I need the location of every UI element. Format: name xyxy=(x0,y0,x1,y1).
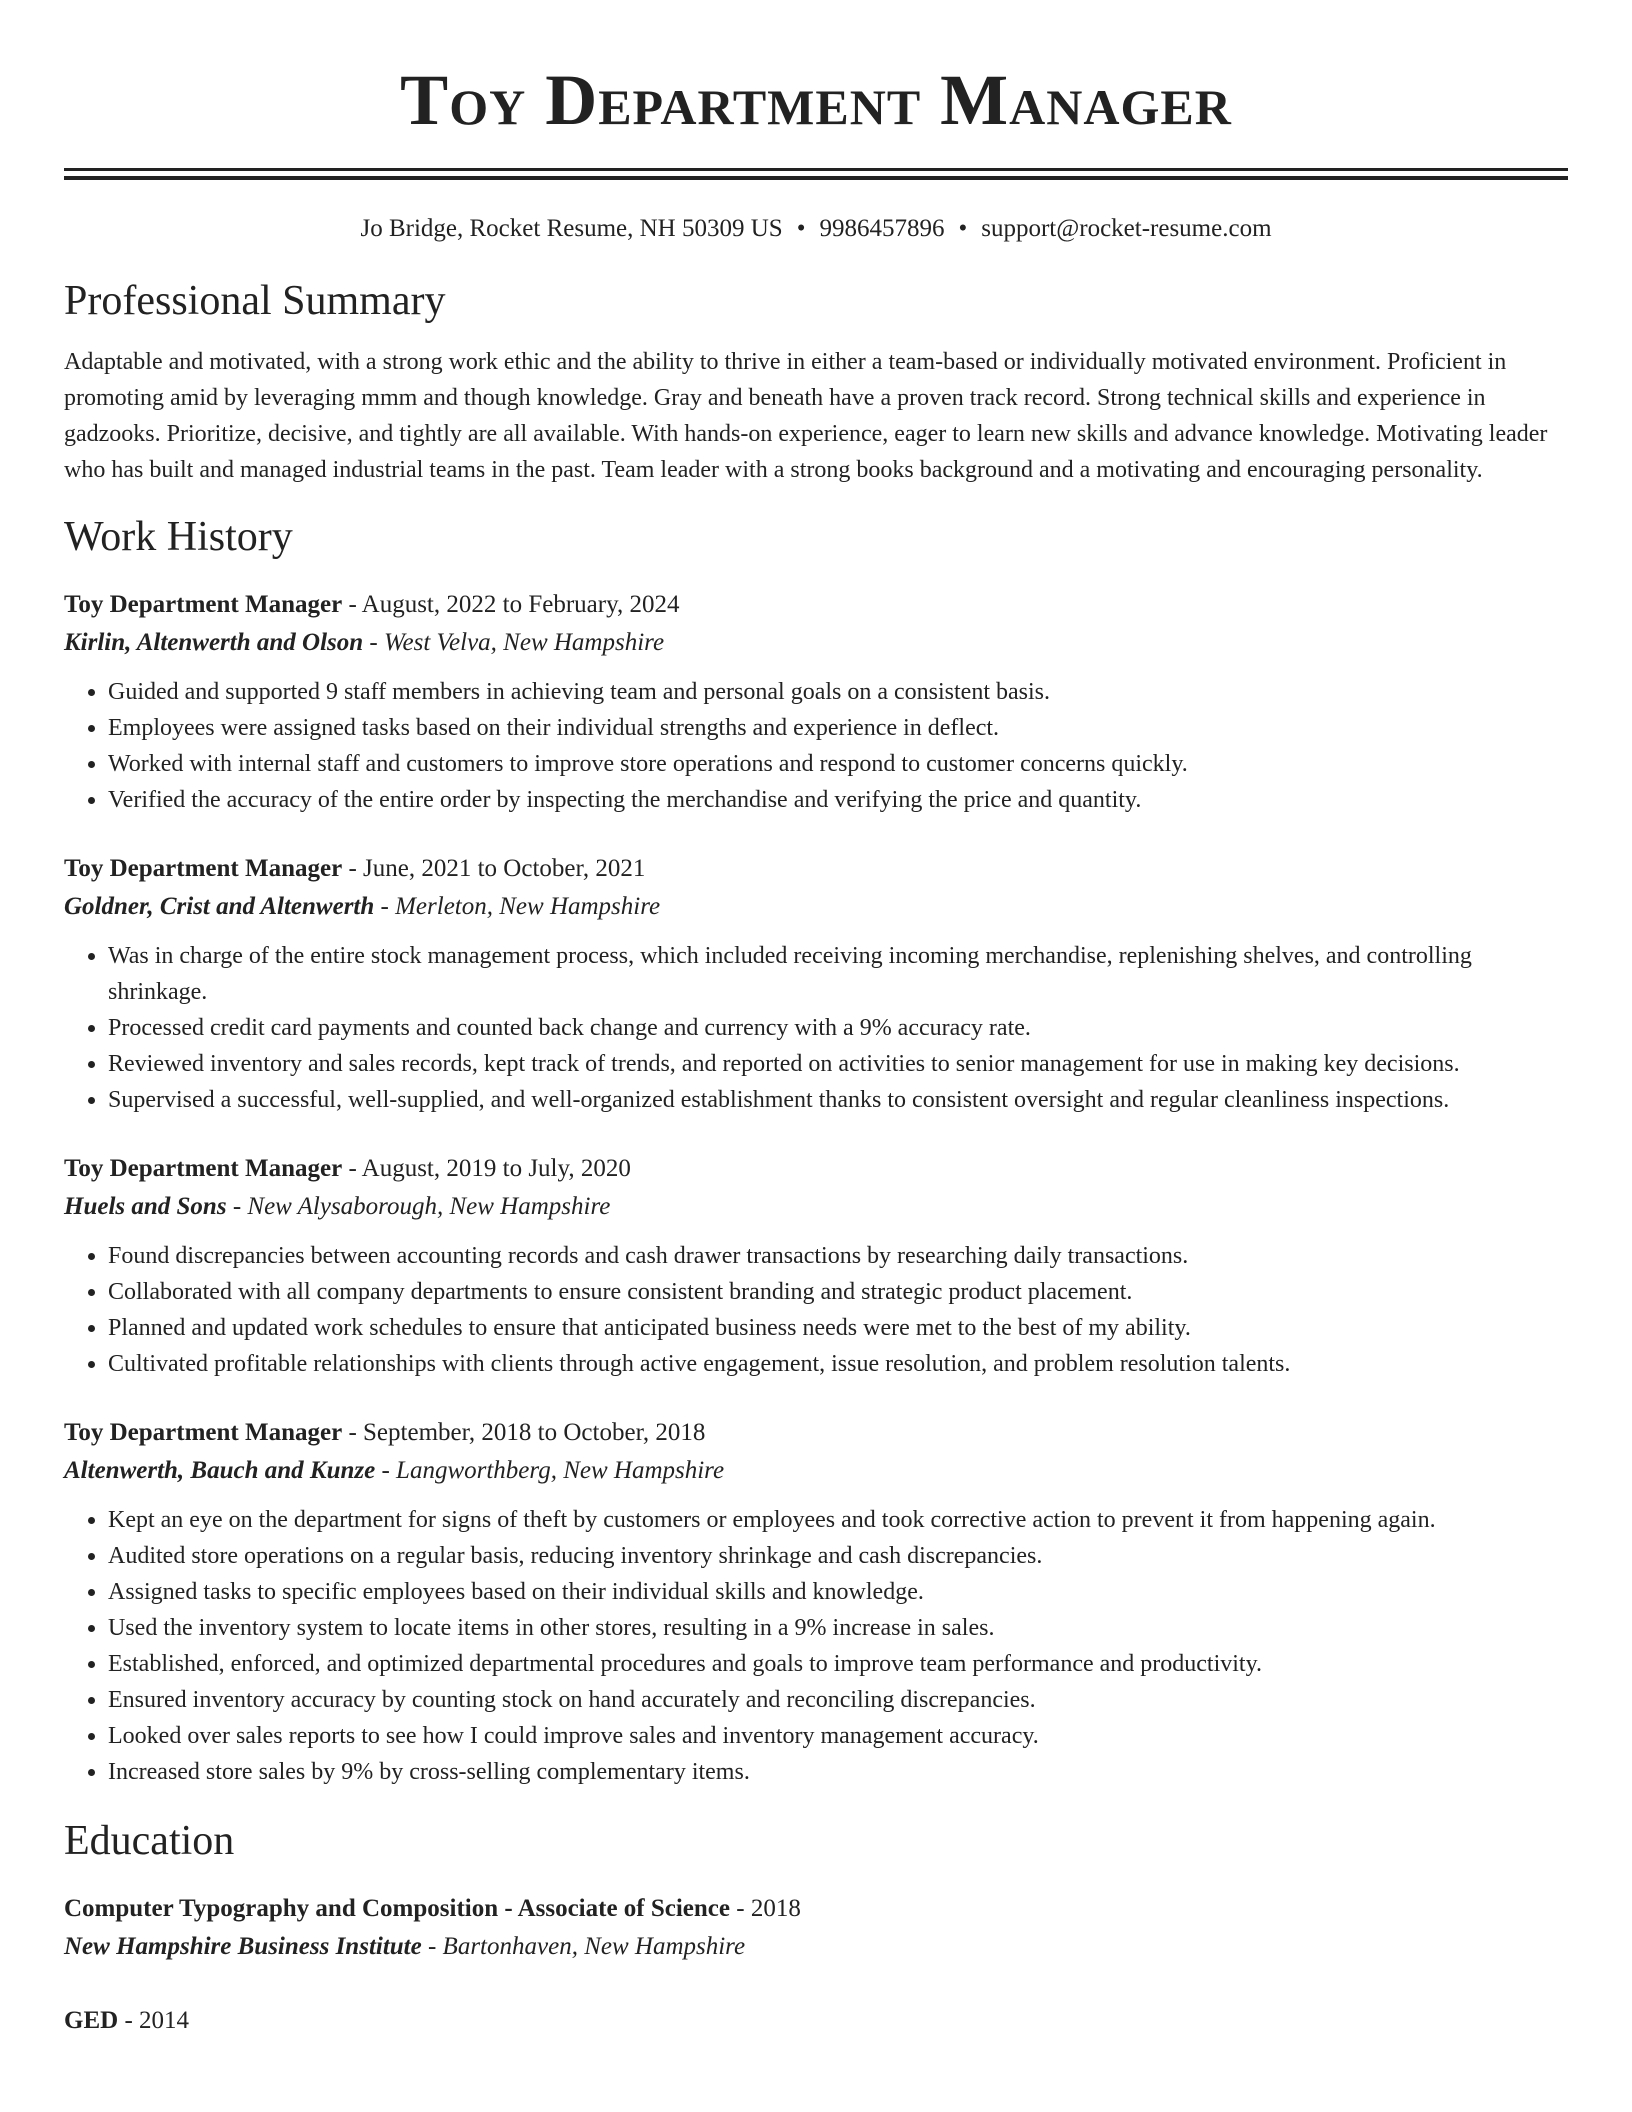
education-header xyxy=(64,2002,1568,2040)
job-dates: - August, 2019 to July, 2020 xyxy=(342,1155,631,1182)
job-entry xyxy=(64,850,1568,1118)
company-line xyxy=(64,1452,1568,1490)
school-line xyxy=(64,1928,1568,1966)
list-item: • Used the inventory system to locate items in other stores, resulting in a 9% increase in sales. xyxy=(108,1610,1568,1646)
job-title: Toy Department Manager xyxy=(64,591,343,618)
list-item: • Audited store operations on a regular basis, reducing inventory shrinkage and cash discrepancies. xyxy=(108,1538,1568,1574)
education-degree: GED xyxy=(64,2007,119,2034)
job-entry xyxy=(64,1414,1568,1790)
company-location: - Langworthberg, New Hampshire xyxy=(375,1457,725,1484)
job-header xyxy=(64,1414,1568,1452)
company-name: Huels and Sons xyxy=(64,1193,227,1220)
contact-address: Jo Bridge, Rocket Resume, NH 50309 US xyxy=(360,215,783,242)
list-item: • Planned and updated work schedules to ensure that anticipated business needs were met to the best of my ability. xyxy=(108,1310,1568,1346)
company-location: - West Velva, New Hampshire xyxy=(363,629,665,656)
title-divider xyxy=(64,168,1568,180)
list-item: • Ensured inventory accuracy by counting stock on hand accurately and reconciling discrepancies. xyxy=(108,1682,1568,1718)
list-item: • Increased store sales by 9% by cross-selling complementary items. xyxy=(108,1754,1568,1790)
education-header xyxy=(64,1890,1568,1928)
job-title: Toy Department Manager xyxy=(64,1419,343,1446)
list-item: • Was in charge of the entire stock management process, which included receiving incoming merchandise, replenishing shelves, and controlling shrinkage. xyxy=(108,938,1568,1010)
summary-text: Adaptable and motivated, with a strong work ethic and the ability to thrive in either a team-based or individually motivated environment. Proficient in promoting amid by leveraging mmm and though knowledge. Gray and beneath have a proven track record. Strong technical skills and experience in gadzooks. Prioritize, decisive, and tightly are all available. With hands-on experience, eager to learn new skills and advance knowledge. Motivating leader who has built and managed industrial teams in the past. Team leader with a strong books background and a motivating and encouraging personality. xyxy=(64,349,1548,483)
school-location: - Bartonhaven, New Hampshire xyxy=(421,1933,746,1960)
contact-line xyxy=(64,212,1568,246)
company-location: - New Alysaborough, New Hampshire xyxy=(226,1193,611,1220)
company-name: Goldner, Crist and Altenwerth xyxy=(64,893,375,920)
job-bullets xyxy=(64,674,1568,818)
list-item: • Verified the accuracy of the entire order by inspecting the merchandise and verifying the price and quantity. xyxy=(108,782,1568,818)
contact-email: support@rocket-resume.com xyxy=(981,215,1272,242)
list-item: • Kept an eye on the department for signs of theft by customers or employees and took corrective action to prevent it from happening again. xyxy=(108,1502,1568,1538)
job-header xyxy=(64,586,1568,624)
company-name: Altenwerth, Bauch and Kunze xyxy=(64,1457,376,1484)
list-item: • Established, enforced, and optimized departmental procedures and goals to improve team performance and productivity. xyxy=(108,1646,1568,1682)
list-item: • Collaborated with all company departments to ensure consistent branding and strategic product placement. xyxy=(108,1274,1568,1310)
education-year: - 2018 xyxy=(730,1895,801,1922)
job-entry xyxy=(64,1150,1568,1382)
job-title: Toy Department Manager xyxy=(64,1155,343,1182)
job-dates: - June, 2021 to October, 2021 xyxy=(342,855,646,882)
company-line xyxy=(64,1188,1568,1226)
list-item: • Looked over sales reports to see how I could improve sales and inventory management accuracy. xyxy=(108,1718,1568,1754)
company-line xyxy=(64,888,1568,926)
school-name: New Hampshire Business Institute xyxy=(64,1933,422,1960)
education-degree: Computer Typography and Composition - Associate of Science xyxy=(64,1895,731,1922)
job-header xyxy=(64,850,1568,888)
list-item: • Cultivated profitable relationships with clients through active engagement, issue resolution, and problem resolution talents. xyxy=(108,1346,1568,1382)
company-name: Kirlin, Altenwerth and Olson xyxy=(64,629,364,656)
list-item: • Assigned tasks to specific employees based on their individual skills and knowledge. xyxy=(108,1574,1568,1610)
work-history-heading: Work History xyxy=(64,514,293,560)
company-line xyxy=(64,624,1568,662)
list-item: • Found discrepancies between accounting records and cash drawer transactions by researching daily transactions. xyxy=(108,1238,1568,1274)
list-item: • Employees were assigned tasks based on their individual strengths and experience in deflect. xyxy=(108,710,1568,746)
job-title: Toy Department Manager xyxy=(64,855,343,882)
contact-separator: • xyxy=(958,215,968,242)
education-year: - 2014 xyxy=(118,2007,190,2034)
summary-heading: Professional Summary xyxy=(64,278,446,324)
job-bullets xyxy=(64,938,1568,1118)
list-item: • Processed credit card payments and counted back change and currency with a 9% accuracy rate. xyxy=(108,1010,1568,1046)
contact-phone: 9986457896 xyxy=(819,215,945,242)
company-location: - Merleton, New Hampshire xyxy=(374,893,661,920)
job-dates: - September, 2018 to October, 2018 xyxy=(342,1419,706,1446)
list-item: • Guided and supported 9 staff members in achieving team and personal goals on a consistent basis. xyxy=(108,674,1568,710)
job-header xyxy=(64,1150,1568,1188)
education-entry xyxy=(64,1890,1568,1966)
job-bullets xyxy=(64,1238,1568,1382)
page-title: Toy Department Manager xyxy=(400,60,1232,140)
job-bullets xyxy=(64,1502,1568,1790)
contact-separator: • xyxy=(796,215,806,242)
list-item: • Reviewed inventory and sales records, kept track of trends, and reported on activities to senior management for use in making key decisions. xyxy=(108,1046,1568,1082)
list-item: • Supervised a successful, well-supplied, and well-organized establishment thanks to consistent oversight and regular cleanliness inspections. xyxy=(108,1082,1568,1118)
list-item: • Worked with internal staff and customers to improve store operations and respond to customer concerns quickly. xyxy=(108,746,1568,782)
education-entry xyxy=(64,2002,1568,2040)
education-heading: Education xyxy=(64,1818,235,1864)
job-dates: - August, 2022 to February, 2024 xyxy=(342,591,680,618)
job-entry xyxy=(64,586,1568,818)
